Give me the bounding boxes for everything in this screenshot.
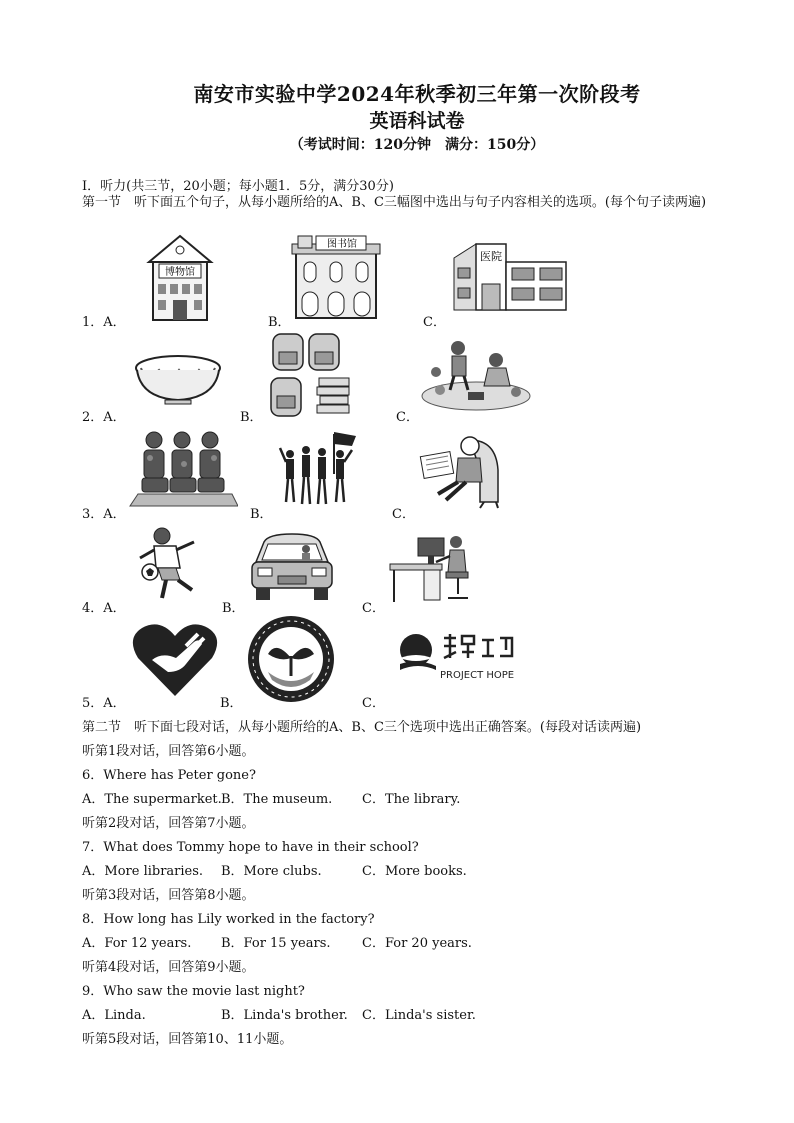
question-9-option-a: A．Linda. [82, 1008, 146, 1023]
q2-label-a: 2．A． [82, 410, 126, 425]
boy-soccer-icon [136, 526, 202, 604]
museum-building-icon [145, 232, 215, 324]
volunteers-flag-icon [276, 428, 362, 508]
q3-label-b: B． [250, 507, 273, 522]
question-8-option-b: B．For 15 years. [221, 936, 331, 951]
exam-info: （考试时间：120分钟 满分：150分） [289, 137, 545, 153]
schoolbags-books-icon [267, 330, 353, 420]
q2-label-b: B． [240, 410, 263, 425]
question-7-option-c: C．More books. [362, 864, 467, 879]
dialog2-intro: 听第2段对话，回答第7小题。 [82, 816, 255, 831]
q5-label-a: 5．A． [82, 696, 126, 711]
question-9: 9．Who saw the movie last night? [82, 984, 305, 999]
dialog5-intro: 听第5段对话，回答第10、11小题。 [82, 1032, 293, 1047]
section2-instructions: 第二节 听下面七段对话，从每小题所给的A、B、C三个选项中选出正确答案。(每段对话读两遍) [82, 720, 642, 735]
library-building-icon [290, 234, 382, 322]
question-7-option-b: B．More clubs. [221, 864, 322, 879]
exam-subtitle: 英语科试卷 [369, 110, 465, 132]
question-6-option-a: A．The supermarket. [82, 792, 222, 807]
q3-label-a: 3．A． [82, 507, 126, 522]
dialog1-intro: 听第1段对话，回答第6小题。 [82, 744, 255, 759]
question-8-option-a: A．For 12 years. [82, 936, 192, 951]
q5-label-c: C． [362, 696, 385, 711]
project-hope-logo-icon [398, 630, 522, 682]
museum-sign: 博物馆 [165, 267, 195, 278]
question-8: 8．How long has Lily worked in the factory? [82, 912, 375, 927]
dialog4-intro: 听第4段对话，回答第9小题。 [82, 960, 255, 975]
question-9-option-c: C．Linda's sister. [362, 1008, 476, 1023]
question-6: 6．Where has Peter gone? [82, 768, 256, 783]
soldiers-training-icon [128, 428, 238, 508]
section1-instructions: 第一节 听下面五个句子，从每小题所给的A、B、C三幅图中选出与句子内容相关的选项。(每个句子读两遍) [82, 195, 707, 210]
question-9-option-b: B．Linda's brother. [221, 1008, 348, 1023]
q4-label-c: C． [362, 601, 385, 616]
question-6-option-b: B．The museum. [221, 792, 333, 807]
q1-label-a: 1．A． [82, 315, 126, 330]
hospital-sign: 医院 [480, 250, 502, 263]
computer-desk-icon [388, 534, 472, 606]
question-8-option-c: C．For 20 years. [362, 936, 472, 951]
question-7-option-a: A．More libraries. [82, 864, 204, 879]
q4-label-b: B． [222, 601, 245, 616]
heart-hand-logo-icon [132, 620, 218, 700]
q3-label-c: C． [392, 507, 415, 522]
project-hope-text: PROJECT HOPE [440, 670, 515, 681]
exam-title: 南安市实验中学2024年秋季初三年第一次阶段考 [193, 82, 641, 106]
part1-heading: Ⅰ．听力(共三节，20小题；每小题1．5分，满分30分) [82, 179, 394, 194]
car-driver-icon [248, 532, 336, 602]
question-6-option-c: C．The library. [362, 792, 461, 807]
q1-label-c: C． [423, 315, 446, 330]
foundation-seal-logo-icon [246, 614, 336, 704]
q1-label-b: B． [268, 315, 291, 330]
q2-label-c: C． [396, 410, 419, 425]
hospital-building-icon [450, 238, 570, 314]
q5-label-b: B． [220, 696, 243, 711]
noodle-bowl-icon [133, 352, 223, 406]
dialog3-intro: 听第3段对话，回答第8小题。 [82, 888, 255, 903]
q4-label-a: 4．A． [82, 601, 126, 616]
old-man-reading-icon [418, 430, 502, 510]
children-toys-icon [420, 336, 532, 412]
library-sign: 图书馆 [327, 239, 357, 250]
question-7: 7．What does Tommy hope to have in their school? [82, 840, 419, 855]
